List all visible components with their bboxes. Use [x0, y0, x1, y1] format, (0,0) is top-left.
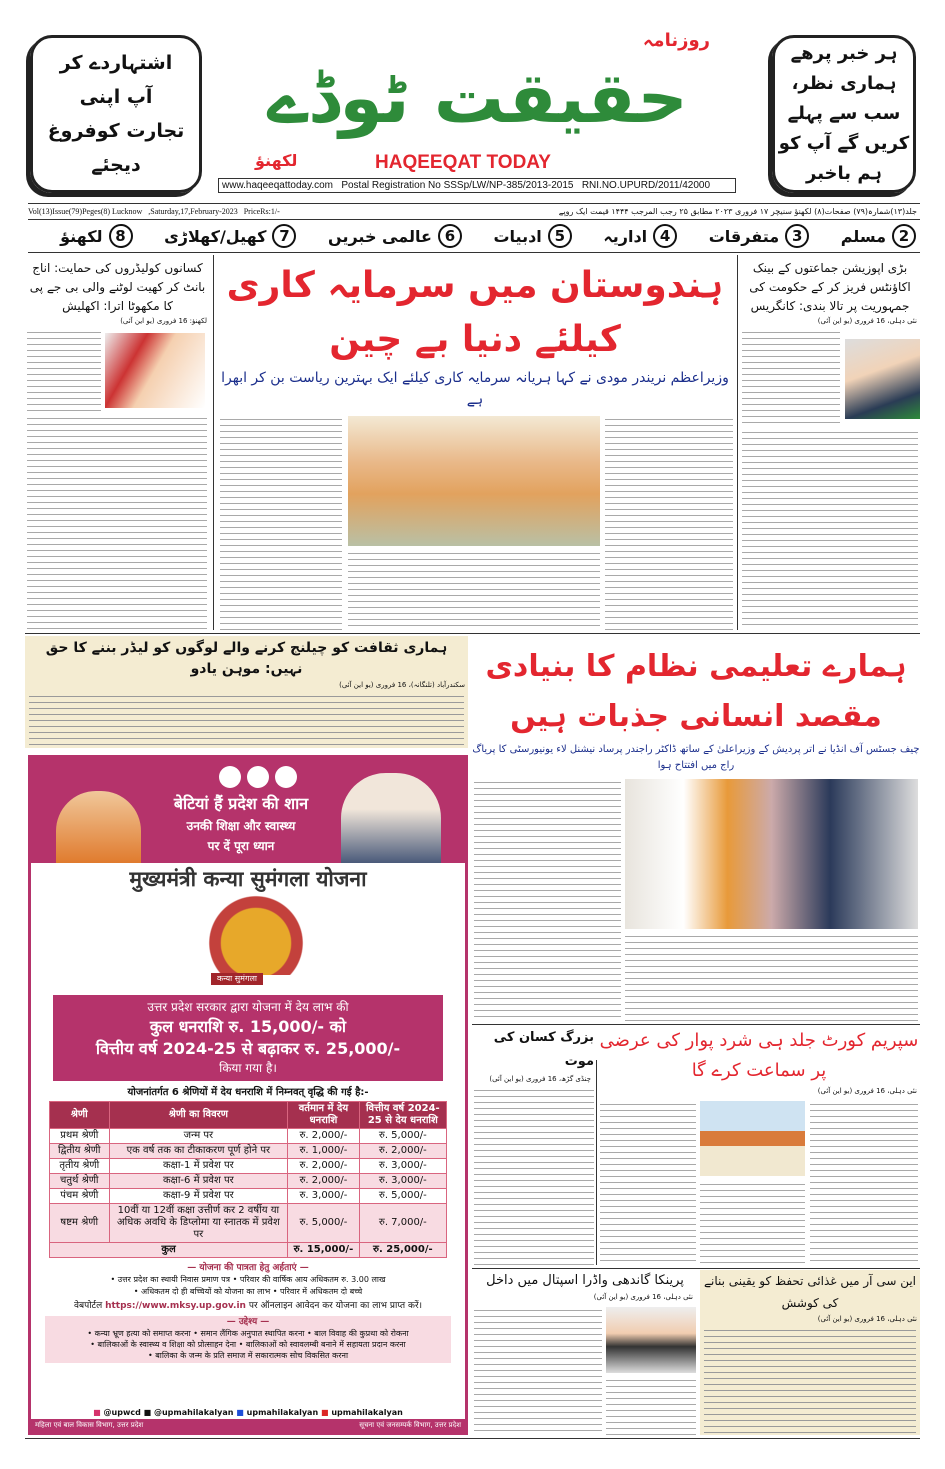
- table-cell: रु. 3,000/-: [288, 1189, 359, 1204]
- nav-number: 6: [438, 224, 462, 248]
- table-cell: रु. 5,000/-: [359, 1129, 446, 1144]
- table-cell: पंचम श्रेणी: [50, 1189, 110, 1204]
- social-handle[interactable]: @upmahilakalyan: [153, 1408, 234, 1417]
- table-cell: रु. 1,000/-: [288, 1144, 359, 1159]
- twitter-icon: ■: [143, 1408, 152, 1417]
- dateline-urdu: جلد(۱۳)شمارہ(۷۹) صفحات(۸) لکھنؤ سنیچر ۱۷ فروری ۲۰۲۳ مطابق ۲۵ رجب المرجب ۱۴۴۴ قیمت ایک روپے: [558, 207, 917, 216]
- logo-city: لکھنؤ: [255, 151, 298, 170]
- story-farmer: [474, 1026, 594, 1266]
- ad-illustration: [31, 895, 465, 991]
- story-headline: بزرگ کسان کی موت: [493, 1030, 594, 1069]
- box-line: آپ اپنی: [79, 86, 153, 108]
- priyanka-photo: [606, 1307, 696, 1373]
- story-headline: سپریم کورٹ جلد ہی شرد پوار کی عرضی پر سماعت کرے گا: [599, 1030, 919, 1081]
- nav-item-muslim[interactable]: [841, 224, 916, 248]
- story-subhead: چیف جسٹس آف انڈیا نے اتر پردیش کے وزیراعلیٰ کے ساتھ ڈاکٹر راجندر پرساد نیشنل لاء یونیورسٹی کا پریاگ راج میں افتتاح ہوا: [472, 744, 920, 771]
- kanya-sumangala-ad: बेटियां हैं प्रदेश की शान उनकी शिक्षा और स्वास्थ्य पर दें पूरा ध्यान मुख्यमंत्री कन्या सुमंगला योजना कन्या सुमंगला उत्तर प्रदेश सरकार द्वारा योजना में देय लाभ की कुल धनराशि रु. 15,000/- को वित्तीय वर्ष 2024-25 से बढ़ाकर रु. 25,000/- किया गया है। योजनांतर्गत 6 श्रेणियों में देय धनराशि में निम्नवत् वृद्धि की गई है:- श्रेणी श्रेणी का विवरण वर्तमान में देय धनराशि वित्तीय वर्ष 2024-25 से देय धनराशि प्रथम श्रेणी जन्म पर रु. 2,000/- रु. 5,000/- द्वितीय श्रेणी एक वर्ष तक का टीकाकरण पूर्ण होने पर रु. 1,000/- रु. 2,000/- तृतीय श्रेणी कक्षा-1 में प्रवेश पर रु. 2,000/- रु. 3,000/- चतुर्थ श्रेणी कक्षा-6 में प्रवेश पर रु. 2,000/- रु. 3,000/- पंचम श्रेणी कक्षा-9 में प्रवेश पर रु. 3,000/- रु. 5,000/- षष्टम श्रेणी 10वीं या 12वीं कक्षा उत्तीर्ण कर 2 वर्षीय या अधिक अवधि के डिप्लोमा या स्नातक में प्रवेश पर रु. 5,000/- रु. 7,000/- कुल रु. 15,000/- रु. 25,000/- — योजना की पात्रता हेतु अर्हताएं — • उत्तर प्रदेश का स्थायी निवास प्रमाण पत्र • परिवार की वार्षिक आय अधिकतम रु. 3.00 लाख • अधिकतम दो ही बच्चियों को योजना का लाभ • परिवार में अधिकतम दो बच्चे वेबपोर्टल https://www.mksy.up.gov.in पर ऑनलाइन आवेदन कर योजना का लाभ प्राप्त करें। — उद्देश्य — • कन्या भ्रूण हत्या को समाप्त करना • समान लैंगिक अनुपात स्थापित करना • बाल विवाह की कुप्रथा को रोकना • बालिकाओं के स्वास्थ्य व शिक्षा को प्रोत्साहन देना • बालिकाओं को स्वावलम्बी बनाने में सहायता प्रदान करना • बालिका के जन्म के प्रति समाज में सकारात्मक सोच विकसित करना ■ @upwcd ■ @upmahilakalyan ■ upmahilakalyan ■ upmahilakalyan महिला एवं बाल विकास विभाग, उत्तर प्रदेश सूचना एवं जनसम्पर्क विभाग, उत्तर प्रदेश: [28, 755, 468, 1435]
- ad-tagline: बेटियां हैं प्रदेश की शान: [173, 794, 309, 813]
- ad-banner: [53, 995, 443, 1081]
- up-govt-seal-icon: [247, 766, 269, 788]
- nav-label: متفرقات: [708, 226, 780, 246]
- story-headline: این سی آر میں غذائی تحفظ کو یقینی بنانے کی کوشش: [703, 1274, 917, 1310]
- table-row: [50, 1189, 447, 1204]
- objective-item: बालिकाओं के स्वास्थ्य व शिक्षा को प्रोत्साहन देना: [97, 1340, 237, 1349]
- story-dateline: لکھنؤ: 16 فروری (یو این آئی): [120, 317, 207, 325]
- info-bar: www.haqeeqattoday.com Postal Registration No SSSp/LW/NP-385/2013-2015 RNI.NO.UPURD/2011/42000: [218, 178, 736, 193]
- box-line: ہر خبر پرھے: [790, 43, 898, 64]
- box-line: کریں گے آپ کو: [778, 133, 910, 154]
- box-line: ہم باخبر: [806, 163, 882, 184]
- cm-photo: [56, 791, 141, 863]
- nav-item-mutafarriqat[interactable]: [709, 224, 809, 248]
- table-header: वित्तीय वर्ष 2024-25 से देय धनराशि: [359, 1102, 446, 1129]
- banner-line: कुल धनराशि रु. 15,000/- को: [149, 1017, 347, 1036]
- nav-item-sports[interactable]: [164, 224, 296, 248]
- table-row: [50, 1129, 447, 1144]
- nav-item-lucknow[interactable]: [60, 224, 132, 248]
- story-akhilesh: [25, 255, 210, 630]
- banner-line: किया गया है।: [219, 1061, 277, 1075]
- table-cell: 10वीं या 12वीं कक्षा उत्तीर्ण कर 2 वर्षीय या अधिक अवधि के डिप्लोमा या स्नातक में प्रवेश पर: [109, 1204, 288, 1243]
- nav-number: 5: [548, 224, 572, 248]
- logo-prefix: روزنامہ: [642, 30, 710, 51]
- youtube-icon: ■: [320, 1408, 329, 1417]
- portal-prefix: वेबपोर्टल: [73, 1301, 103, 1311]
- table-cell: एक वर्ष तक का टीकाकरण पूर्ण होने पर: [109, 1144, 288, 1159]
- objective-item: समान लैंगिक अनुपात स्थापित करना: [200, 1329, 305, 1338]
- nav-label: مسلم: [840, 226, 886, 246]
- table-cell: कक्षा-1 में प्रवेश पर: [109, 1159, 288, 1174]
- ad-box-right: [772, 35, 916, 193]
- table-header: वर्तमान में देय धनराशि: [288, 1102, 359, 1129]
- nav-number: 8: [109, 224, 133, 248]
- table-cell: रु. 2,000/-: [288, 1174, 359, 1189]
- nav-number: 4: [653, 224, 677, 248]
- table-cell: रु. 2,000/-: [359, 1144, 446, 1159]
- ad-footer: [31, 1419, 465, 1432]
- table-cell: प्रथम श्रेणी: [50, 1129, 110, 1144]
- table-cell: कक्षा-6 में प्रवेश पर: [109, 1174, 288, 1189]
- ad-title: मुख्यमंत्री कन्या सुमंगला योजना: [129, 867, 367, 891]
- instagram-icon: ■: [93, 1408, 101, 1417]
- nav-item-editorial[interactable]: [603, 224, 677, 248]
- section-nav: [60, 223, 916, 249]
- table-cell: षष्टम श्रेणी: [50, 1204, 110, 1243]
- table-row: [50, 1144, 447, 1159]
- objective-item: कन्या भ्रूण हत्या को समाप्त करना: [94, 1329, 191, 1338]
- story-headline: ہماری ثقافت کو چیلنج کرنے والے لوگوں کو لیڈر بننے کا حق نہیں: موہن یادو: [45, 640, 448, 677]
- social-handle[interactable]: @upwcd: [103, 1408, 141, 1417]
- table-row: [50, 1204, 447, 1243]
- table-cell: रु. 2,000/-: [288, 1129, 359, 1144]
- table-header: श्रेणी: [50, 1102, 110, 1129]
- story-headline: ہمارے تعلیمی نظام کا بنیادی مقصد انسانی جذبات ہیں: [485, 649, 907, 734]
- table-total-new: रु. 25,000/-: [359, 1243, 446, 1258]
- objective-item: बालिका के जन्म के प्रति समाज में सकारात्मक सोच विकसित करना: [155, 1351, 349, 1360]
- banner-line: उत्तर प्रदेश सरकार द्वारा योजना में देय लाभ की: [147, 1000, 349, 1014]
- nav-number: 3: [785, 224, 809, 248]
- nav-label: ادبیات: [493, 226, 542, 246]
- ad-logos: [219, 766, 297, 788]
- objectives-box: — उद्देश्य — • कन्या भ्रूण हत्या को समाप्त करना • समान लैंगिक अनुपात स्थापित करना • बाल विवाह की कुप्रथा को रोकना • बालिकाओं के स्वास्थ्य व शिक्षा को प्रोत्साहन देना • बालिकाओं को स्वावलम्बी बनाने में सहायता प्रदान करना • बालिका के जन्म के प्रति समाज में सकारात्मक सोच विकसित करना: [45, 1316, 451, 1363]
- benefit-table: [49, 1101, 447, 1258]
- ad-tagline: उनकी शिक्षा और स्वास्थ्य: [186, 819, 296, 833]
- story-education: [472, 636, 920, 1021]
- nav-label: اداریہ: [603, 226, 648, 246]
- eligibility-item: उत्तर प्रदेश का स्थायी निवास प्रमाण पत्र: [117, 1275, 231, 1284]
- akhilesh-photo: [105, 333, 205, 408]
- table-cell: जन्म पर: [109, 1129, 288, 1144]
- table-cell: रु. 3,000/-: [359, 1174, 446, 1189]
- table-cell: रु. 3,000/-: [359, 1159, 446, 1174]
- logo-urdu: حقیقت ٹوڈے: [267, 57, 688, 139]
- education-photo: [625, 779, 918, 929]
- lead-headline: ہندوستان میں سرمایہ کاری کیلئے دنیا بے چین: [226, 265, 724, 360]
- story-dateline: نئی دہلی، 16 فروری (یو این آئی): [817, 1315, 917, 1323]
- story-dateline: چنڈی گڑھ، 16 فروری (یو این آئی): [489, 1075, 591, 1083]
- nav-label: کھیل/کھلاڑی: [164, 226, 267, 246]
- table-row: [50, 1159, 447, 1174]
- story-headline: کسانوں کولیڈروں کی حمایت: اناج بانٹ کر کھیت لوٹنے والی بی جے پی کا مکھوٹا اترا: اکھلیش: [29, 261, 206, 313]
- table-cell: रु. 5,000/-: [288, 1204, 359, 1243]
- portal-suffix: पर ऑनलाइन आवेदन कर योजना का लाभ प्राप्त करें।: [248, 1301, 423, 1311]
- logo-english: HAQEEQAT TODAY: [375, 152, 551, 173]
- story-mohan-yadav: [25, 636, 468, 748]
- dateline-english: Vol(13)Issue(79)Peges(8) Lucknow ,Saturday,17,February-2023 PriceRs:1/-: [28, 207, 280, 216]
- story-congress: [740, 255, 920, 630]
- emblem-icon: [219, 766, 241, 788]
- masthead-logo: [215, 30, 740, 176]
- story-dateline: نئی دہلی، 16 فروری (یو این آئی): [817, 1087, 917, 1095]
- objective-item: बालिकाओं को स्वावलम्बी बनाने में सहायता प्रदान करना: [245, 1340, 406, 1349]
- eligibility-item: परिवार की वार्षिक आय अधिकतम रु. 3.00 लाख: [239, 1275, 386, 1284]
- table-cell: रु. 7,000/-: [359, 1204, 446, 1243]
- story-priyanka: [474, 1270, 696, 1435]
- table-cell: चतुर्थ श्रेणी: [50, 1174, 110, 1189]
- nav-item-literature[interactable]: [493, 224, 571, 248]
- box-line: دیجئے: [91, 154, 141, 176]
- scheme-logo-icon: [275, 766, 297, 788]
- story-dateline: نئی دہلی، 16 فروری (یو این آئی): [817, 317, 917, 325]
- story-headline: بڑی اپوزیشن جماعتوں کے بینک اکاؤنٹس فریز کر کے حکومت کی جمہوریت پر تالا بندی: کانگریس: [749, 261, 911, 313]
- story-ncr: [700, 1270, 920, 1435]
- ad-badge: कन्या सुमंगला: [211, 973, 263, 985]
- ad-header: [31, 758, 465, 863]
- social-handles: [31, 1406, 465, 1419]
- objective-item: बाल विवाह की कुप्रथा को रोकना: [314, 1329, 409, 1338]
- lead-subhead: وزیراعظم نریندر مودی نے کہا ہریانہ سرمایہ کاری کیلئے ایک بہترین ریاست بن کر ابھرا ہے: [221, 370, 729, 408]
- congress-photo: [845, 339, 920, 419]
- table-intro: योजनांतर्गत 6 श्रेणियों में देय धनराशि में निम्नवत् वृद्धि की गई है:-: [127, 1087, 369, 1098]
- table-total-label: कुल: [50, 1243, 288, 1258]
- social-handle[interactable]: upmahilakalyan: [331, 1408, 403, 1417]
- supreme-court-photo: [700, 1101, 805, 1176]
- eligibility-item: परिवार में अधिकतम दो बच्चे: [280, 1287, 363, 1296]
- box-line: تجارت کوفروغ: [47, 120, 185, 142]
- footer-left: महिला एवं बाल विकास विभाग, उत्तर प्रदेश: [35, 1421, 144, 1429]
- portal-link[interactable]: https://www.mksy.up.gov.in: [105, 1301, 246, 1311]
- table-total-current: रु. 15,000/-: [288, 1243, 359, 1258]
- nav-number: 2: [892, 224, 916, 248]
- nav-number: 7: [272, 224, 296, 248]
- ad-tagline: पर दें पूरा ध्यान: [207, 839, 275, 853]
- eligibility-title: योजना की पात्रता हेतु अर्हताएं: [199, 1263, 297, 1273]
- pm-photo: [341, 773, 441, 863]
- box-line: ہماری نظر،: [791, 73, 897, 94]
- nav-item-world[interactable]: [328, 224, 462, 248]
- facebook-icon: ■: [236, 1408, 244, 1417]
- story-dateline: نئی دہلی، 16 فروری (یو این آئی): [593, 1293, 693, 1301]
- table-cell: रु. 5,000/-: [359, 1189, 446, 1204]
- lead-photo: [348, 416, 600, 546]
- table-cell: कक्षा-9 में प्रवेश पर: [109, 1189, 288, 1204]
- box-line: سب سے پہلے: [787, 103, 901, 124]
- table-cell: तृतीय श्रेणी: [50, 1159, 110, 1174]
- table-cell: द्वितीय श्रेणी: [50, 1144, 110, 1159]
- story-headline: پرینکا گاندھی واڈرا اسپتال میں داخل: [486, 1273, 684, 1288]
- banner-line: वित्तीय वर्ष 2024-25 से बढ़ाकर रु. 25,000/-: [95, 1039, 401, 1058]
- ad-box-left: [30, 35, 202, 193]
- objectives-title: उद्देश्य: [238, 1317, 258, 1327]
- footer-right: सूचना एवं जनसम्पर्क विभाग, उत्तर प्रदेश: [359, 1421, 461, 1429]
- story-dateline: سکندرآباد (تلنگانہ)، 16 فروری (یو این آئی): [339, 681, 465, 689]
- nav-label: عالمی خبریں: [328, 226, 432, 246]
- nav-label: لکھنؤ: [60, 226, 103, 246]
- story-supreme-court: [598, 1026, 920, 1266]
- box-line: اشتہاردے کر: [59, 52, 173, 74]
- table-row: [50, 1174, 447, 1189]
- story-lead: [215, 255, 735, 630]
- eligibility-item: अधिकतम दो ही बच्चियों को योजना का लाभ: [141, 1287, 271, 1296]
- table-header: श्रेणी का विवरण: [109, 1102, 288, 1129]
- table-cell: रु. 2,000/-: [288, 1159, 359, 1174]
- social-handle[interactable]: upmahilakalyan: [246, 1408, 319, 1417]
